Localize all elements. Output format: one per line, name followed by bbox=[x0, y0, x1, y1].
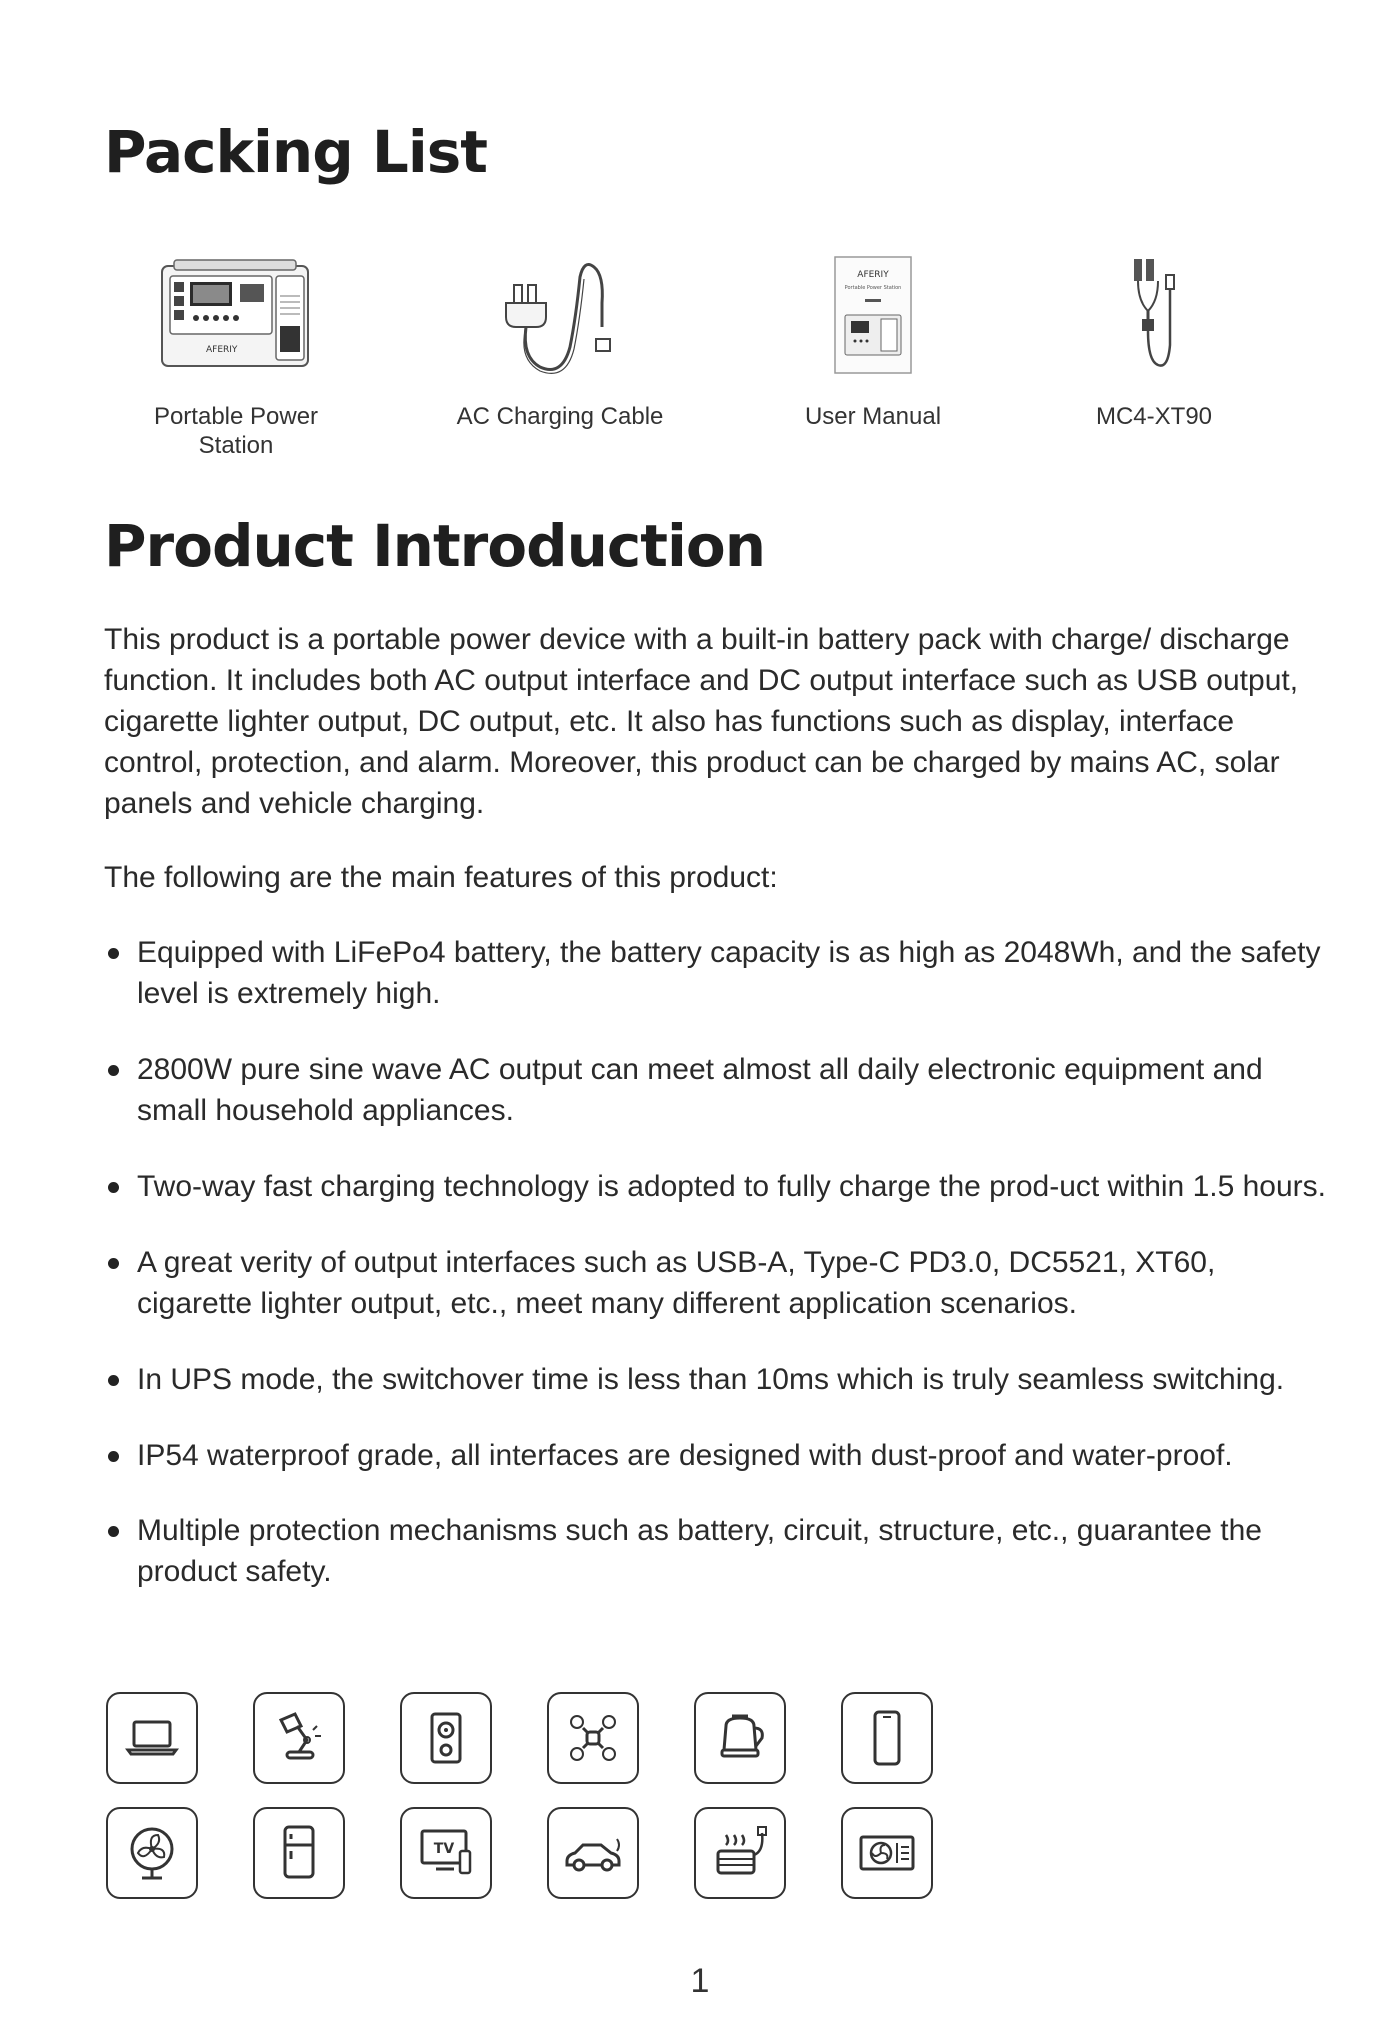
feature-item bbox=[104, 1242, 1334, 1324]
bullet-icon bbox=[108, 1375, 119, 1386]
fan-icon bbox=[106, 1807, 198, 1899]
phone-icon bbox=[841, 1692, 933, 1784]
bullet-icon bbox=[108, 1526, 119, 1537]
pack-item-mc4-xt90 bbox=[1034, 240, 1274, 431]
feature-text: In UPS mode, the switchover time is less than 10ms which is truly seamless switching. bbox=[137, 1363, 1285, 1396]
features-lead-text: The following are the main features of this product: bbox=[104, 861, 778, 894]
manual-brand: AFERIY bbox=[857, 270, 889, 280]
feature-item bbox=[104, 1359, 1334, 1400]
feature-item bbox=[104, 1166, 1334, 1207]
pack-item-power-station bbox=[116, 240, 356, 460]
packing-list-title: Packing List bbox=[104, 118, 488, 186]
feature-list bbox=[104, 932, 1334, 1627]
ac-cable-icon bbox=[440, 240, 680, 390]
power-station-brand: AFERIY bbox=[206, 345, 238, 355]
product-introduction-title: Product Introduction bbox=[104, 512, 766, 580]
air-conditioner-icon bbox=[841, 1807, 933, 1899]
refrigerator-icon bbox=[253, 1807, 345, 1899]
feature-text: Equipped with LiFePo4 battery, the battery capacity is as high as 2048Wh, and the safety level is extremely high. bbox=[137, 936, 1321, 1010]
feature-item bbox=[104, 1510, 1334, 1592]
bullet-icon bbox=[108, 1065, 119, 1076]
appliance-icon-row bbox=[106, 1692, 1006, 1784]
feature-item bbox=[104, 1435, 1334, 1476]
manual-icon bbox=[753, 240, 993, 390]
bullet-icon bbox=[108, 1258, 119, 1269]
feature-text: Multiple protection mechanisms such as battery, circuit, structure, etc., guarantee the product safety. bbox=[137, 1514, 1262, 1588]
bullet-icon bbox=[108, 1451, 119, 1462]
feature-item bbox=[104, 1049, 1334, 1131]
mc4-xt90-cable-icon bbox=[1034, 240, 1274, 390]
laptop-icon bbox=[106, 1692, 198, 1784]
speaker-icon bbox=[400, 1692, 492, 1784]
tv-icon-text: TV bbox=[433, 1841, 455, 1857]
intro-paragraph: This product is a portable power device with a built-in battery pack with charge/ discharge function. It includes both AC output interface and DC output interface such as USB output, cigarette lighter output, DC output, etc. It also has functions such as display, interface control, protection, and alarm. Moreover, this product can be charged by mains AC, solar panels and vehicle charging. bbox=[104, 623, 1299, 820]
pack-label-user-manual: User Manual bbox=[804, 403, 942, 430]
desk-lamp-icon bbox=[253, 1692, 345, 1784]
feature-item bbox=[104, 932, 1334, 1014]
appliance-icon-row bbox=[106, 1807, 1006, 1899]
feature-text: IP54 waterproof grade, all interfaces are designed with dust-proof and water-proof. bbox=[137, 1439, 1233, 1472]
power-station-icon bbox=[116, 240, 356, 390]
tv-icon bbox=[400, 1807, 492, 1899]
kettle-icon bbox=[694, 1692, 786, 1784]
feature-text: Two-way fast charging technology is adopted to fully charge the prod-uct within 1.5 hours. bbox=[137, 1170, 1326, 1203]
bullet-icon bbox=[108, 1182, 119, 1193]
pack-label-ac-cable: AC Charging Cable bbox=[456, 403, 664, 430]
manual-subtitle: Portable Power Station bbox=[844, 285, 902, 291]
pack-item-user-manual bbox=[753, 240, 993, 431]
electric-grill-icon bbox=[694, 1807, 786, 1899]
bullet-icon bbox=[108, 948, 119, 959]
feature-text: 2800W pure sine wave AC output can meet almost all daily electronic equipment and small household appliances. bbox=[137, 1053, 1263, 1127]
pack-label-power-station: Portable Power Station bbox=[153, 403, 319, 459]
pack-label-mc4-xt90: MC4-XT90 bbox=[1095, 403, 1213, 430]
appliance-icon-grid bbox=[106, 1692, 1006, 1922]
page-number: 1 bbox=[690, 1962, 710, 2000]
feature-text: A great verity of output interfaces such as USB-A, Type-C PD3.0, DC5521, XT60, cigarette lighter output, etc., meet many different application scenarios. bbox=[137, 1246, 1216, 1320]
car-icon bbox=[547, 1807, 639, 1899]
pack-item-ac-cable bbox=[440, 240, 680, 431]
drone-icon bbox=[547, 1692, 639, 1784]
